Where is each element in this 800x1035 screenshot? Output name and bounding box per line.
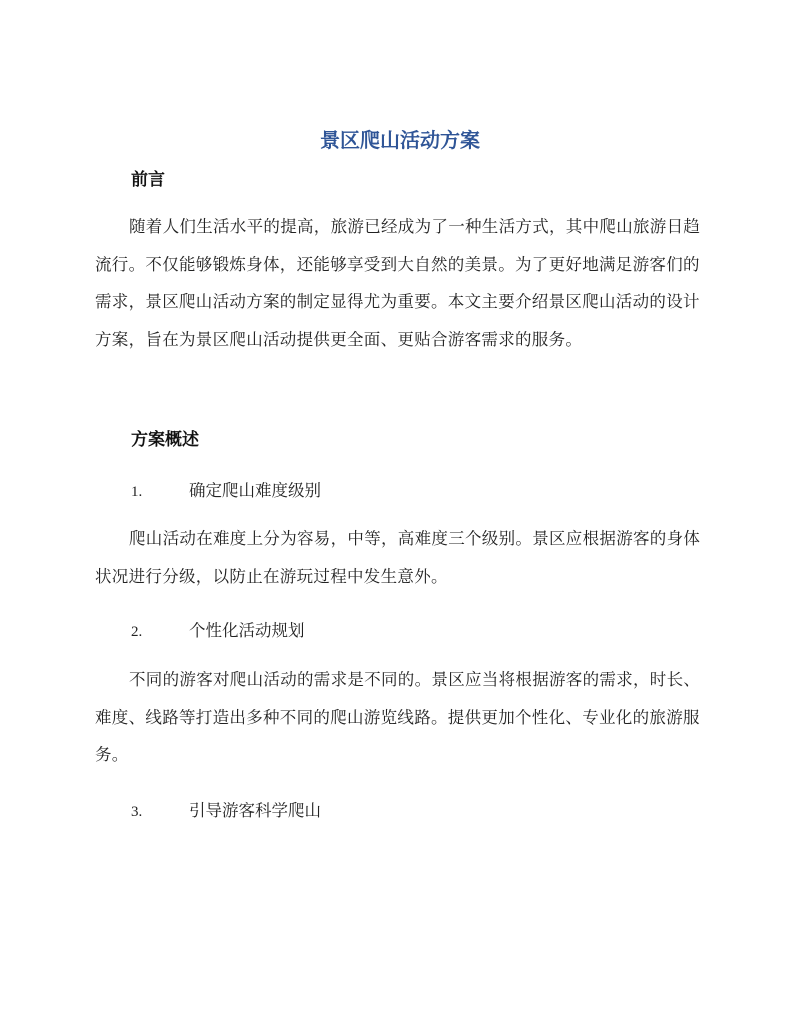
list-item-3 [131,799,321,824]
planning-paragraph: 不同的游客对爬山活动的需求是不同的。景区应当将根据游客的需求，时长、难度、线路等打造出多种不同的爬山游览线路。提供更加个性化、专业化的旅游服务。 [95,670,701,764]
section-heading-preface: 前言 [131,170,165,190]
section-heading-overview: 方案概述 [131,430,199,450]
list-number: 1. [131,484,143,500]
list-item-label: 确定爬山难度级别 [189,481,321,500]
preface-paragraph: 随着人们生活水平的提高，旅游已经成为了一种生活方式，其中爬山旅游日趋流行。不仅能够锻炼身体，还能够享受到大自然的美景。为了更好地满足游客们的需求，景区爬山活动方案的制定显得尤为重要。本文主要介绍景区爬山活动的设计方案，旨在为景区爬山活动提供更全面、更贴合游客需求的服务。 [95,217,701,349]
list-number: 3. [131,804,143,820]
document-title: 景区爬山活动方案 [320,128,480,152]
difficulty-paragraph: 爬山活动在难度上分为容易，中等，高难度三个级别。景区应根据游客的身体状况进行分级，以防止在游玩过程中发生意外。 [95,529,701,586]
list-item-2 [131,619,305,644]
list-number: 2. [131,624,143,640]
list-item-label: 个性化活动规划 [189,621,305,640]
list-item-1 [131,479,321,504]
list-item-label: 引导游客科学爬山 [189,801,321,820]
